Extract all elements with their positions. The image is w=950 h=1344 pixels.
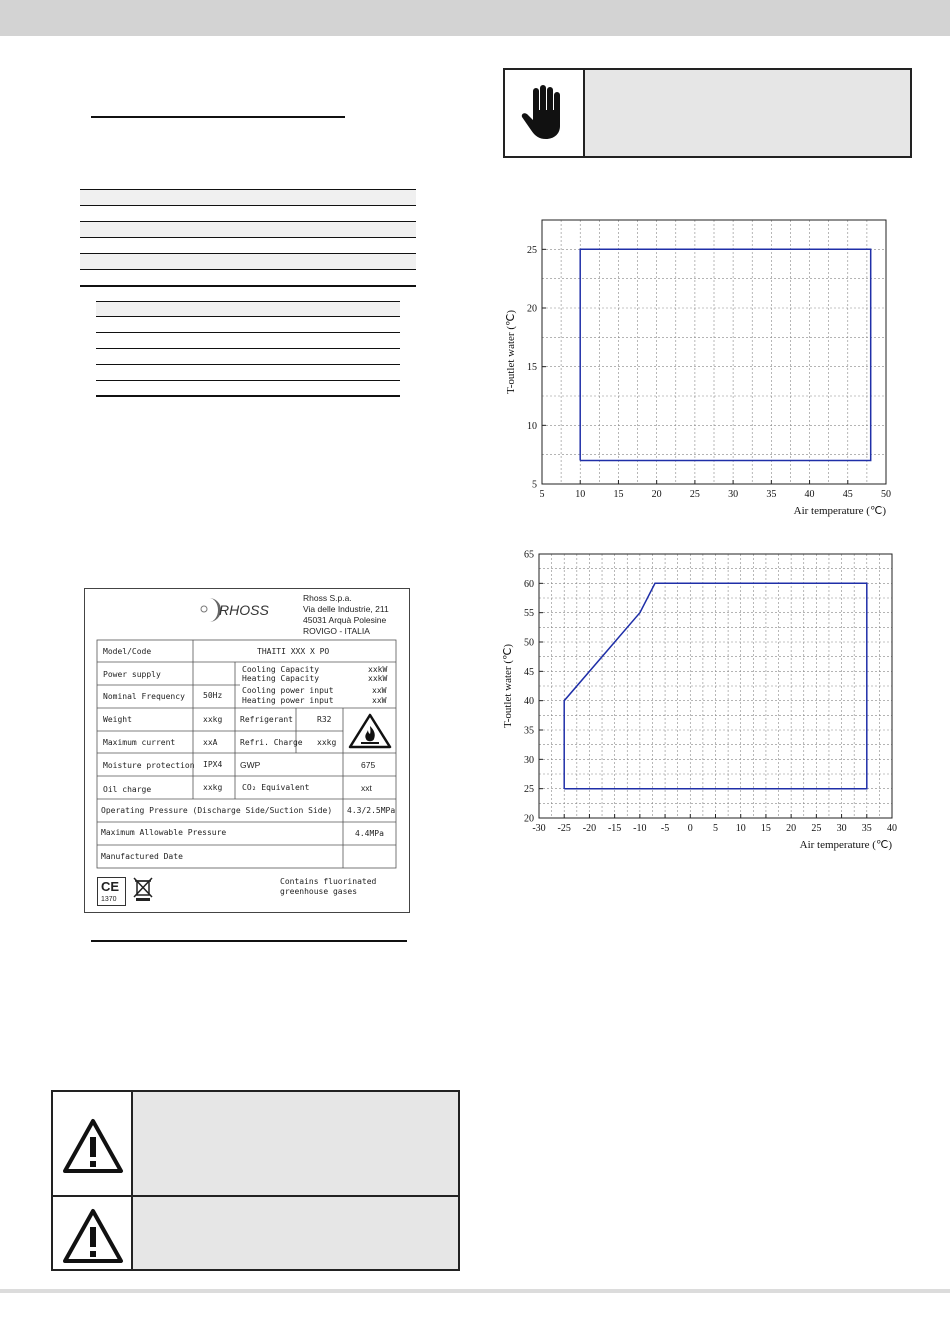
max-allowable-pressure-value: 4.4MPa [355,829,384,838]
y-tick-label: 35 [524,725,534,737]
weight-value: xxkg [203,715,223,724]
x-tick-label: 30 [728,489,739,500]
heating-capacity-label: Heating Capacity [242,674,320,683]
y-tick-label: 10 [527,420,537,432]
footer-bar [0,1289,950,1293]
x-tick-label: 20 [651,489,662,500]
y-tick-label: 60 [524,578,534,590]
x-tick-label: 10 [735,823,746,834]
x-tick-label: 15 [760,823,771,834]
section-title-underline [91,116,345,118]
x-tick-label: 50 [881,489,891,500]
brand-logo-text: RHOSS [219,602,269,618]
y-tick-label: 55 [524,608,534,620]
x-tick-labels [540,480,892,500]
operating-pressure-label: Operating Pressure (Discharge Side/Suction Side) [101,806,333,815]
y-tick-label: 65 [524,549,534,561]
y-tick-label: 50 [524,637,534,649]
x-axis-label: Air temperature (℃) [793,505,886,517]
x-tick-labels [532,814,897,834]
warning-triangle-icon [61,1207,125,1265]
nominal-frequency-label: Nominal Frequency [103,692,185,701]
y-axis-label: T-outlet water (℃) [502,643,514,729]
maximum-current-label: Maximum current [103,738,176,747]
refrigerant-value: R32 [317,715,332,724]
crossed-bin-icon [132,876,154,902]
model-code-label: Model/Code [103,647,152,656]
x-tick-label: 20 [786,823,797,834]
x-tick-label: -25 [557,823,571,834]
heating-capacity-value: xxkW [368,674,388,683]
operating-range-chart-heating [500,545,900,857]
caution-note [585,70,910,156]
cooling-power-input-value: xxW [372,686,387,695]
x-tick-label: -30 [532,823,546,834]
y-tick-label: 25 [524,784,534,796]
ce-number: 1370 [101,896,117,903]
ce-mark-box [97,877,126,906]
operating-range-chart-cooling [500,212,900,522]
warning-note-1 [133,1092,458,1195]
heating-power-input-label: Heating power input [242,696,334,705]
moisture-protection-value: IPX4 [203,760,223,769]
gwp-label: GWP [240,760,261,770]
x-tick-label: -5 [660,823,670,834]
heating-power-input-value: xxW [372,696,387,705]
y-tick-labels [524,550,543,825]
x-axis-label: Air temperature (℃) [799,839,892,851]
x-tick-label: 0 [687,823,693,834]
x-tick-label: 40 [804,489,815,500]
x-tick-label: -10 [633,823,647,834]
y-tick-labels [527,245,546,491]
x-tick-label: 25 [811,823,822,834]
ce-mark: CE [101,879,120,894]
y-tick-label: 20 [524,813,534,825]
x-tick-label: 45 [842,489,853,500]
x-tick-label: 35 [766,489,777,500]
rating-label-plate [84,588,410,913]
operating-envelope-line [580,249,871,460]
oil-charge-value: xxkg [203,783,223,792]
section-title-underline-2 [91,940,407,942]
weight-label: Weight [103,715,132,724]
x-tick-label: -20 [582,823,597,834]
cooling-power-input-label: Cooling power input [242,686,334,695]
fluorinated-note-line2: greenhouse gases [280,887,358,896]
x-tick-label: 30 [836,823,847,834]
max-allowable-pressure-label: Maximum Allowable Pressure [101,828,227,837]
fluorinated-note-line1: Contains fluorinated [280,877,377,886]
y-tick-label: 20 [527,303,537,315]
y-tick-label: 45 [524,666,534,678]
y-tick-label: 15 [527,362,537,374]
company-line-3: 45031 Arquà Polesine [303,615,387,625]
warning-triangle-icon [61,1117,125,1175]
x-tick-label: 25 [689,489,700,500]
x-tick-label: -15 [607,823,622,834]
chart-grid [539,554,892,818]
company-line-1: Rhoss S.p.a. [303,593,352,603]
caution-box [503,68,912,158]
x-tick-label: 40 [887,823,897,834]
refri-charge-value: xxkg [317,738,337,747]
y-tick-label: 25 [527,244,537,256]
x-tick-label: 5 [713,823,718,834]
operating-pressure-value: 4.3/2.5MPa [347,806,396,815]
nominal-frequency-value: 50Hz [203,691,223,700]
manufactured-date-label: Manufactured Date [101,852,183,861]
cooling-capacity-value: xxkW [368,665,388,674]
warning-box [51,1090,460,1271]
x-tick-label: 5 [539,489,545,500]
moisture-protection-label: Moisture protection [103,761,195,770]
header-bar [0,0,950,36]
maximum-current-value: xxA [203,738,218,747]
oil-charge-label: Oil charge [103,785,152,794]
cooling-capacity-label: Cooling Capacity [242,665,320,674]
flammable-warning-icon [347,712,393,750]
power-supply-label: Power supply [103,670,161,679]
plate-table-grid [85,589,411,914]
model-code-value: THAITI XXX X PO [257,647,330,656]
company-line-2: Via delle Industrie, 211 [303,604,389,614]
stop-hand-icon [519,84,567,142]
refri-charge-label: Refri. Charge [240,738,303,747]
co2-equivalent-label: CO₂ Equivalent [242,783,310,792]
y-axis-label: T-outlet water (℃) [505,309,517,395]
refrigerant-label: Refrigerant [240,715,293,724]
chart-grid [542,220,886,484]
x-tick-label: 15 [613,489,624,500]
y-tick-label: 30 [524,754,534,766]
x-tick-label: 35 [861,823,872,834]
x-tick-label: 10 [575,489,586,500]
y-tick-label: 40 [524,696,534,708]
gwp-value: 675 [361,760,376,770]
warning-note-2 [133,1197,458,1269]
y-tick-label: 5 [532,479,537,491]
company-line-4: ROVIGO - ITALIA [303,626,370,636]
co2-equivalent-value: xxt [361,783,372,793]
